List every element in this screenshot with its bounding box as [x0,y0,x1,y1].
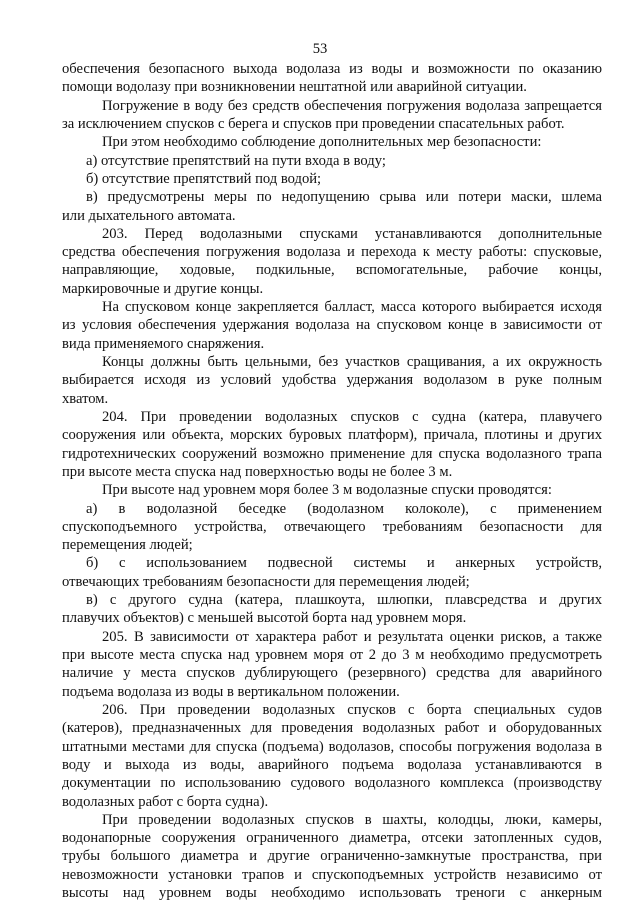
text-line: спускоподъемного устройства, отвечающего требованиям безопасности для [62,518,602,535]
text-line: 205. В зависимости от характера работ и результата оценки рисков, а также [102,628,602,645]
body-text [62,60,602,902]
text-line: помощи водолазу при возникновении нештатной или аварийной ситуации. [62,79,527,96]
text-line: водолазных работ с борта судна). [62,793,269,810]
text-line: сооружения или объекта, морских буровых платформ), причала, плотины и других [62,427,602,444]
text-line: 203. Перед водолазными спусками устанавливаются дополнительные [102,225,602,242]
text-line: а) в водолазной беседке (водолазном колоколе), с применением [86,500,602,517]
text-line: за исключением спусков с берега и спусков при проведении спасательных работ. [62,115,565,132]
text-line: водонапорные сооружения ограниченного диаметра, отсеки затопленных судов, [62,830,602,847]
text-line: высоты над уровнем воды необходимо использовать треноги с анкерным [62,885,602,902]
text-line: На спусковом конце закрепляется балласт, масса которого выбирается исходя [102,299,602,316]
text-line: средства обеспечения погружения водолаза и перехода к месту работы: спусковые, [62,244,602,261]
text-line: в) с другого судна (катера, плашкоута, шлюпки, плавсредства и других [86,592,602,609]
text-line: При высоте над уровнем моря более 3 м водолазные спуски проводятся: [102,482,552,499]
text-line: (катеров), предназначенных для проведения водолазных работ и оборудованных [62,720,602,737]
text-line: трубы большого диаметра и другие ограниченно-замкнутые пространства, при [62,848,602,865]
text-line: в) предусмотрены меры по недопущению срыва или потери маски, шлема [86,189,602,206]
text-line: Концы должны быть цельными, без участков сращивания, а их окружность [102,354,602,370]
text-line: наличие у места спусков дублирующего (резервного) средства для аварийного [62,665,602,682]
text-line: При проведении водолазных спусков в шахты, колодцы, люки, камеры, [102,811,602,828]
text-line: при высоте места спуска над поверхностью воды не более 3 м. [62,463,453,480]
text-line: перемещения людей; [62,537,193,554]
text-line: хватом. [62,390,109,407]
text-line: направляющие, ходовые, подкильные, вспомогательные, рабочие концы, [62,262,602,279]
page-number: 53 [312,41,328,57]
text-line: б) отсутствие препятствий под водой; [86,170,322,187]
text-line: подъема водолаза из воды в вертикальном положении. [62,683,400,700]
text-line: гидротехнических сооружений возможно применение для спуска водолазного трапа [62,445,602,462]
text-line: штатными местами для спуска (подъема) водолазов, способы погружения водолаза в [62,738,602,755]
text-line: при высоте места спуска над уровнем моря от 2 до 3 м необходимо предусмотреть [62,647,602,663]
text-line: маркировочные и другие концы. [62,280,264,297]
text-line: Погружение в воду без средств обеспечения погружения водолаза запрещается [102,97,602,114]
text-line: отвечающих требованиям безопасности для перемещения людей; [62,573,470,590]
text-line: б) с использованием подвесной системы и анкерных устройств, [86,555,602,572]
text-line: 206. При проведении водолазных спусков с борта специальных судов [102,701,602,718]
text-line: При этом необходимо соблюдение дополнительных мер безопасности: [102,134,542,151]
text-line: из условия обеспечения удержания водолаза на спусковом конце в зависимости от [62,317,602,334]
text-line: плавучих объектов) с меньшей высотой борта над уровнем моря. [62,610,467,627]
text-line: или дыхательного автомата. [62,207,236,224]
text-line: выбирается исходя из условий удобства удержания водолазом в руке полным [62,372,602,389]
text-line: обеспечения безопасного выхода водолаза из воды и возможности по оказанию [62,61,602,77]
text-line: а) отсутствие препятствий на пути входа в воду; [86,152,386,169]
text-line: вида применяемого снаряжения. [62,335,265,352]
text-line: невозможности установки трапов и спускоподъемных устройств независимо от [62,866,602,883]
text-line: 204. При проведении водолазных спусков с судна (катера, плавучего [102,408,602,425]
text-line: воду и выхода из воды, аварийного подъема водолаза устанавливаются в [62,756,602,773]
text-line: документации по использованию судового водолазного комплекса (производству [62,775,602,792]
